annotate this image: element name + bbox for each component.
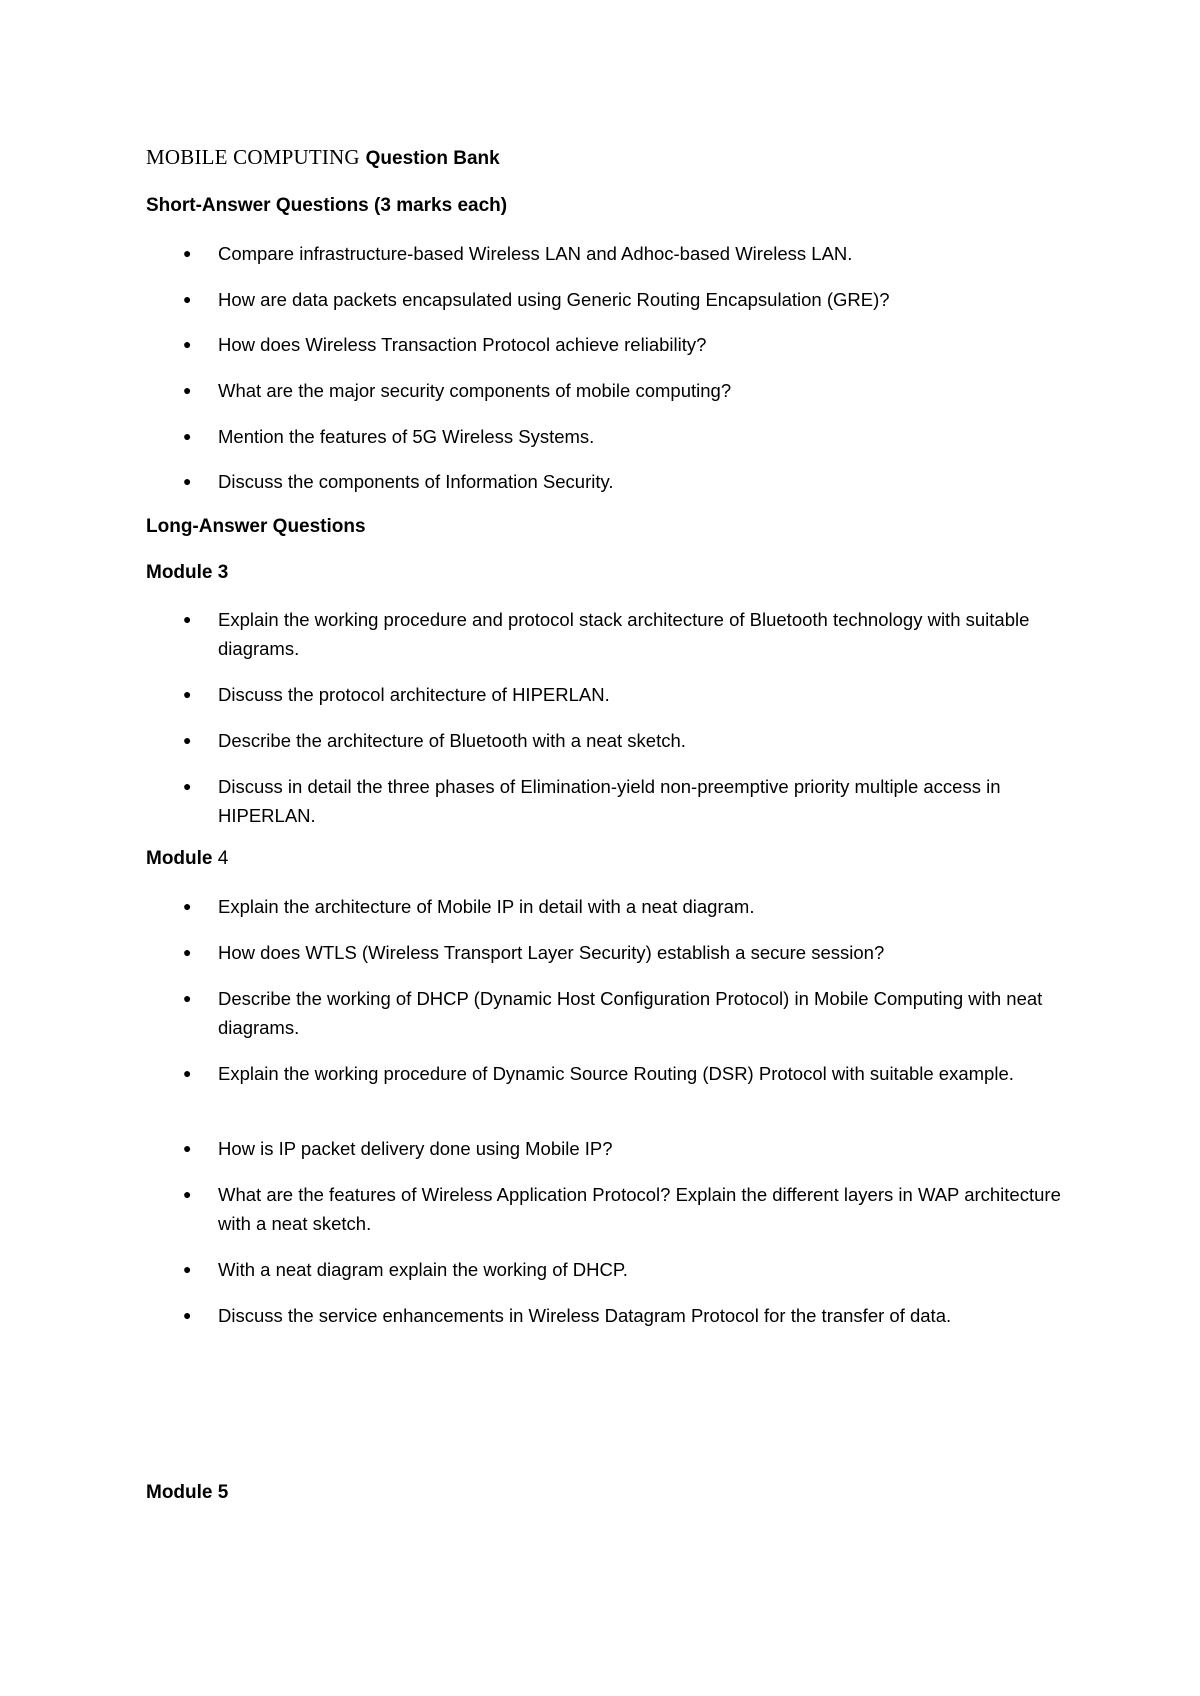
bullet-icon: ● — [183, 473, 192, 489]
bullet-icon: ● — [183, 898, 192, 914]
bullet-icon: ● — [183, 990, 192, 1006]
bullet-icon: ● — [183, 1307, 192, 1323]
list-item: ● Describe the architecture of Bluetooth with a neat sketch. — [146, 726, 1076, 755]
list-item: ● Discuss in detail the three phases of Elimination-yield non-preemptive priority multiple access in HIPERLAN. — [146, 772, 1076, 830]
bullet-icon: ● — [183, 611, 192, 627]
bullet-icon: ● — [183, 732, 192, 748]
list-item: ● Explain the architecture of Mobile IP in detail with a neat diagram. — [146, 892, 1076, 921]
bullet-icon: ● — [183, 686, 192, 702]
bullet-icon: ● — [183, 1186, 192, 1202]
list-item: ● Discuss the protocol architecture of HIPERLAN. — [146, 680, 1076, 709]
module-3-heading: Module 3 — [146, 562, 229, 583]
long-answer-heading: Long-Answer Questions — [146, 516, 366, 537]
bullet-icon: ● — [183, 778, 192, 794]
short-answer-heading: Short-Answer Questions (3 marks each) — [146, 195, 508, 216]
document-title — [146, 143, 1050, 173]
list-item: ● How is IP packet delivery done using Mobile IP? — [146, 1134, 1076, 1163]
bullet-icon: ● — [183, 336, 192, 352]
title-suffix: Question Bank — [365, 148, 500, 169]
bullet-icon: ● — [183, 382, 192, 398]
list-item: ● Compare infrastructure-based Wireless LAN and Adhoc-based Wireless LAN. — [146, 239, 1076, 268]
bullet-icon: ● — [183, 1261, 192, 1277]
list-item: ● With a neat diagram explain the working of DHCP. — [146, 1255, 1076, 1284]
module-4-heading: Module 4 — [146, 848, 229, 869]
list-item: ● What are the major security components of mobile computing? — [146, 376, 1076, 405]
title-subject: MOBILE COMPUTING — [146, 145, 360, 169]
list-item: ● How are data packets encapsulated using Generic Routing Encapsulation (GRE)? — [146, 285, 1076, 314]
list-item: ● Mention the features of 5G Wireless Systems. — [146, 422, 1076, 451]
bullet-icon: ● — [183, 245, 192, 261]
list-item: ● Describe the working of DHCP (Dynamic Host Configuration Protocol) in Mobile Computing with neat diagrams. — [146, 984, 1076, 1042]
bullet-icon: ● — [183, 1065, 192, 1081]
module-5-heading: Module 5 — [146, 1482, 229, 1503]
list-item: ● Discuss the components of Information Security. — [146, 467, 1076, 496]
bullet-icon: ● — [183, 428, 192, 444]
list-item: ● Explain the working procedure of Dynamic Source Routing (DSR) Protocol with suitable example. — [146, 1059, 1076, 1088]
bullet-icon: ● — [183, 291, 192, 307]
bullet-icon: ● — [183, 1140, 192, 1156]
list-item: ● What are the features of Wireless Application Protocol? Explain the different layers in WAP architecture with a neat sketch. — [146, 1180, 1076, 1238]
list-item: ● Discuss the service enhancements in Wireless Datagram Protocol for the transfer of data. — [146, 1301, 1076, 1330]
list-item: ● Explain the working procedure and protocol stack architecture of Bluetooth technology with suitable diagrams. — [146, 605, 1076, 663]
bullet-icon: ● — [183, 944, 192, 960]
list-item: ● How does WTLS (Wireless Transport Layer Security) establish a secure session? — [146, 938, 1076, 967]
list-item: ● How does Wireless Transaction Protocol achieve reliability? — [146, 330, 1076, 359]
